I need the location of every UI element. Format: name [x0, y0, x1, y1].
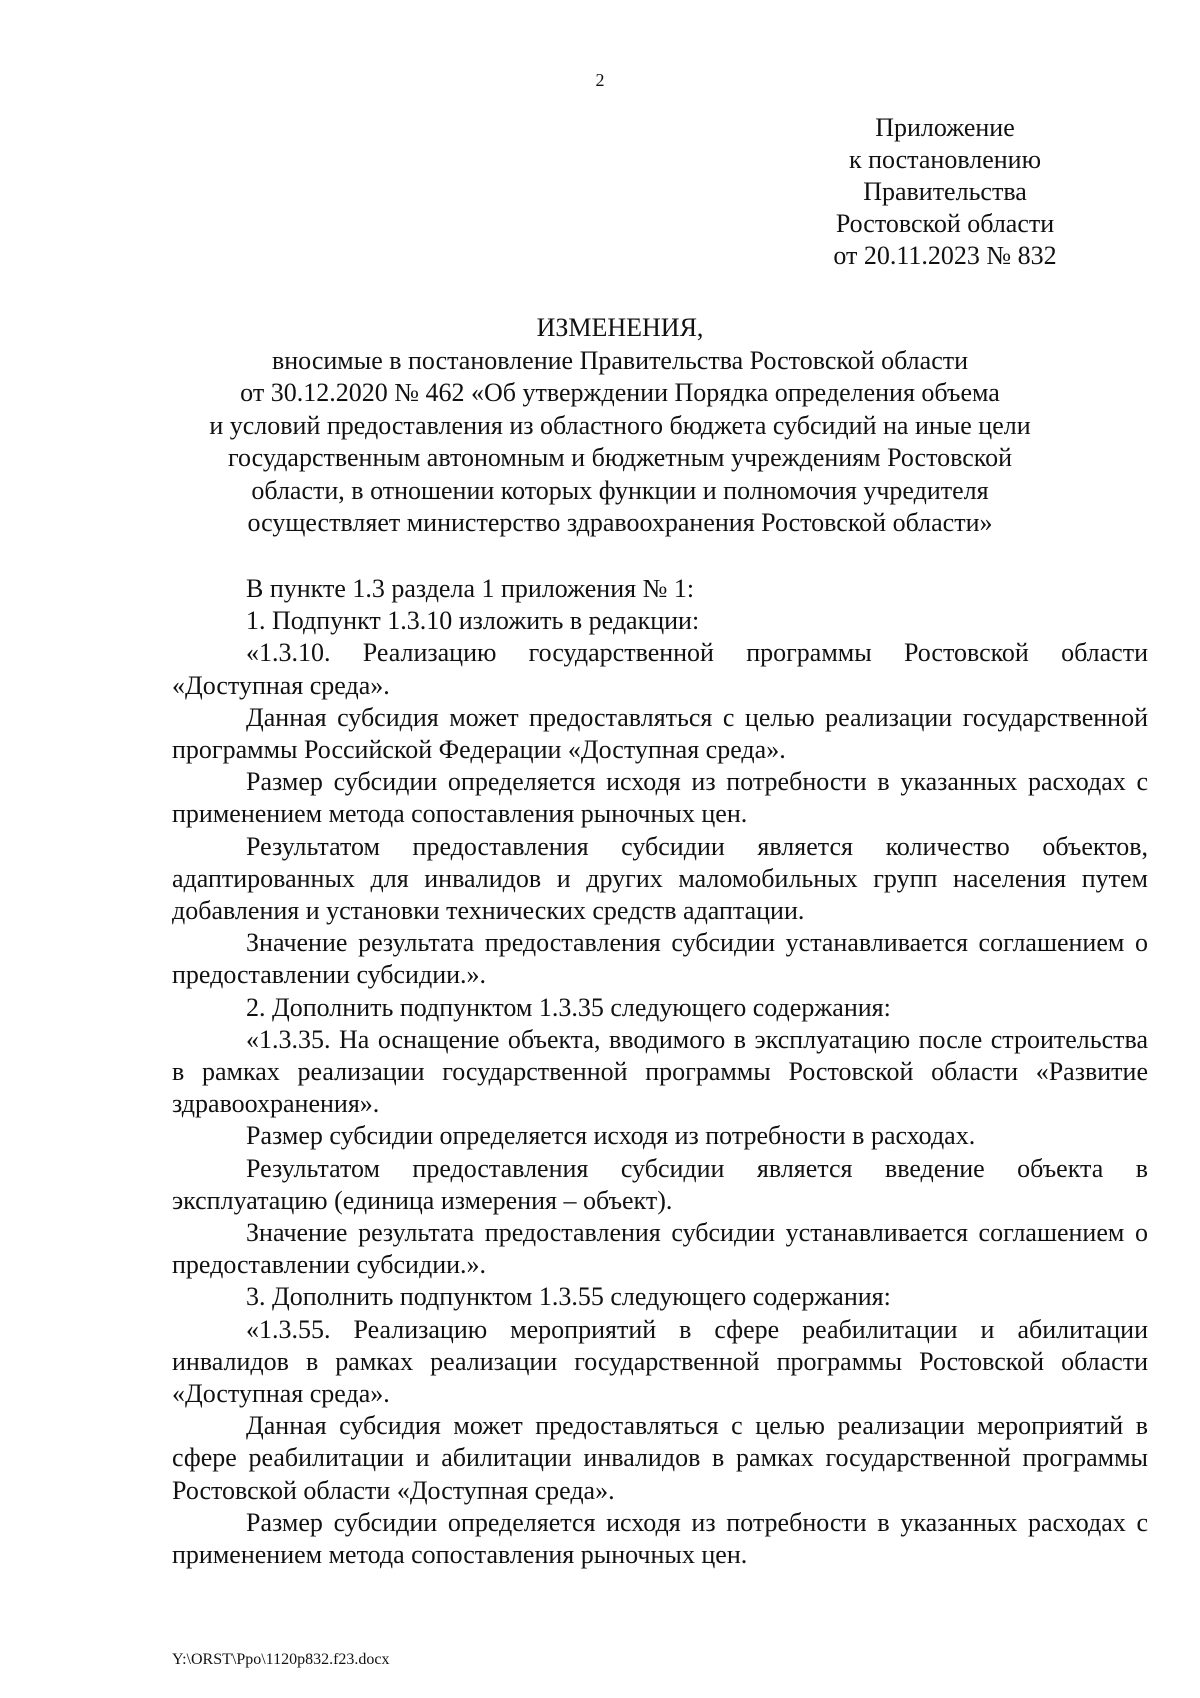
title-line: вносимые в постановление Правительства Ростовской области — [271, 345, 969, 375]
body-paragraph: Данная субсидия может предоставляться с целью реализации мероприятий в сфере реабилитации и абилитации инвалидов в рамках государственной программы Ростовской области «Доступная среда». — [172, 1411, 1148, 1505]
appendix-line: Правительства — [863, 177, 1027, 206]
body-paragraph: Данная субсидия может предоставляться с целью реализации государственной программы Российской Федерации «Доступная среда». — [172, 702, 1148, 765]
body-paragraph: Значение результата предоставления субсидии устанавливается соглашением о предоставлении субсидии.». — [172, 1218, 1148, 1280]
title-heading: ИЗМЕНЕНИЯ, — [536, 313, 704, 342]
body-paragraph: В пункте 1.3 раздела 1 приложения № 1: — [246, 574, 695, 603]
appendix-line: Ростовской области — [835, 209, 1055, 238]
body-paragraph: Размер субсидии определяется исходя из потребности в указанных расходах с применением метода сопоставления рыночных цен. — [172, 767, 1148, 829]
body-paragraph: «1.3.35. На оснащение объекта, вводимого в эксплуатацию после строительства в рамках реализации государственной программы Ростовской области «Развитие здравоохранения». — [172, 1024, 1148, 1119]
body-paragraph: 2. Дополнить подпунктом 1.3.35 следующего содержания: — [246, 992, 891, 1022]
page-number: 2 — [595, 70, 605, 90]
body-paragraph: Размер субсидии определяется исходя из потребности в указанных расходах с применением метода сопоставления рыночных цен. — [172, 1507, 1148, 1570]
body-paragraph: «1.3.10. Реализацию государственной программы Ростовской области «Доступная среда». — [172, 638, 1148, 700]
body-paragraph: 1. Подпункт 1.3.10 изложить в редакции: — [246, 606, 700, 636]
title-line: и условий предоставления из областного бюджета субсидий на иные цели — [209, 410, 1031, 440]
appendix-line: к постановлению — [848, 145, 1042, 174]
appendix-block — [820, 112, 1070, 272]
body-paragraph: Значение результата предоставления субсидии устанавливается соглашением о предоставлении субсидии.». — [172, 928, 1148, 990]
file-path-footer: Y:\ORST\Ppo\1120p832.f23.docx — [172, 1651, 390, 1668]
body-paragraph: «1.3.55. Реализацию мероприятий в сфере реабилитации и абилитации инвалидов в рамках реализации государственной программы Ростовской области «Доступная среда». — [172, 1314, 1148, 1409]
title-line: от 30.12.2020 № 462 «Об утверждении Порядка определения объема — [240, 378, 1000, 407]
body-paragraph: Результатом предоставления субсидии является введение объекта в эксплуатацию (единица измерения – объект). — [172, 1153, 1148, 1215]
document-title — [150, 312, 1090, 540]
title-line: области, в отношении которых функции и полномочия учредителя — [251, 475, 989, 505]
appendix-line: от 20.11.2023 № 832 — [833, 241, 1057, 270]
title-line: государственным автономным и бюджетным учреждениям Ростовской — [227, 443, 1013, 472]
body-paragraph: Размер субсидии определяется исходя из потребности в расходах. — [246, 1121, 976, 1151]
body-paragraph: 3. Дополнить подпунктом 1.3.55 следующего содержания: — [246, 1282, 891, 1312]
title-line: осуществляет министерство здравоохранения Ростовской области» — [247, 508, 993, 537]
body-paragraph: Результатом предоставления субсидии является количество объектов, адаптированных для инвалидов и других маломобильных групп населения путем добавления и установки технических средств адаптации. — [172, 831, 1148, 926]
document-body — [172, 573, 1148, 1571]
appendix-line: Приложение — [875, 113, 1015, 142]
